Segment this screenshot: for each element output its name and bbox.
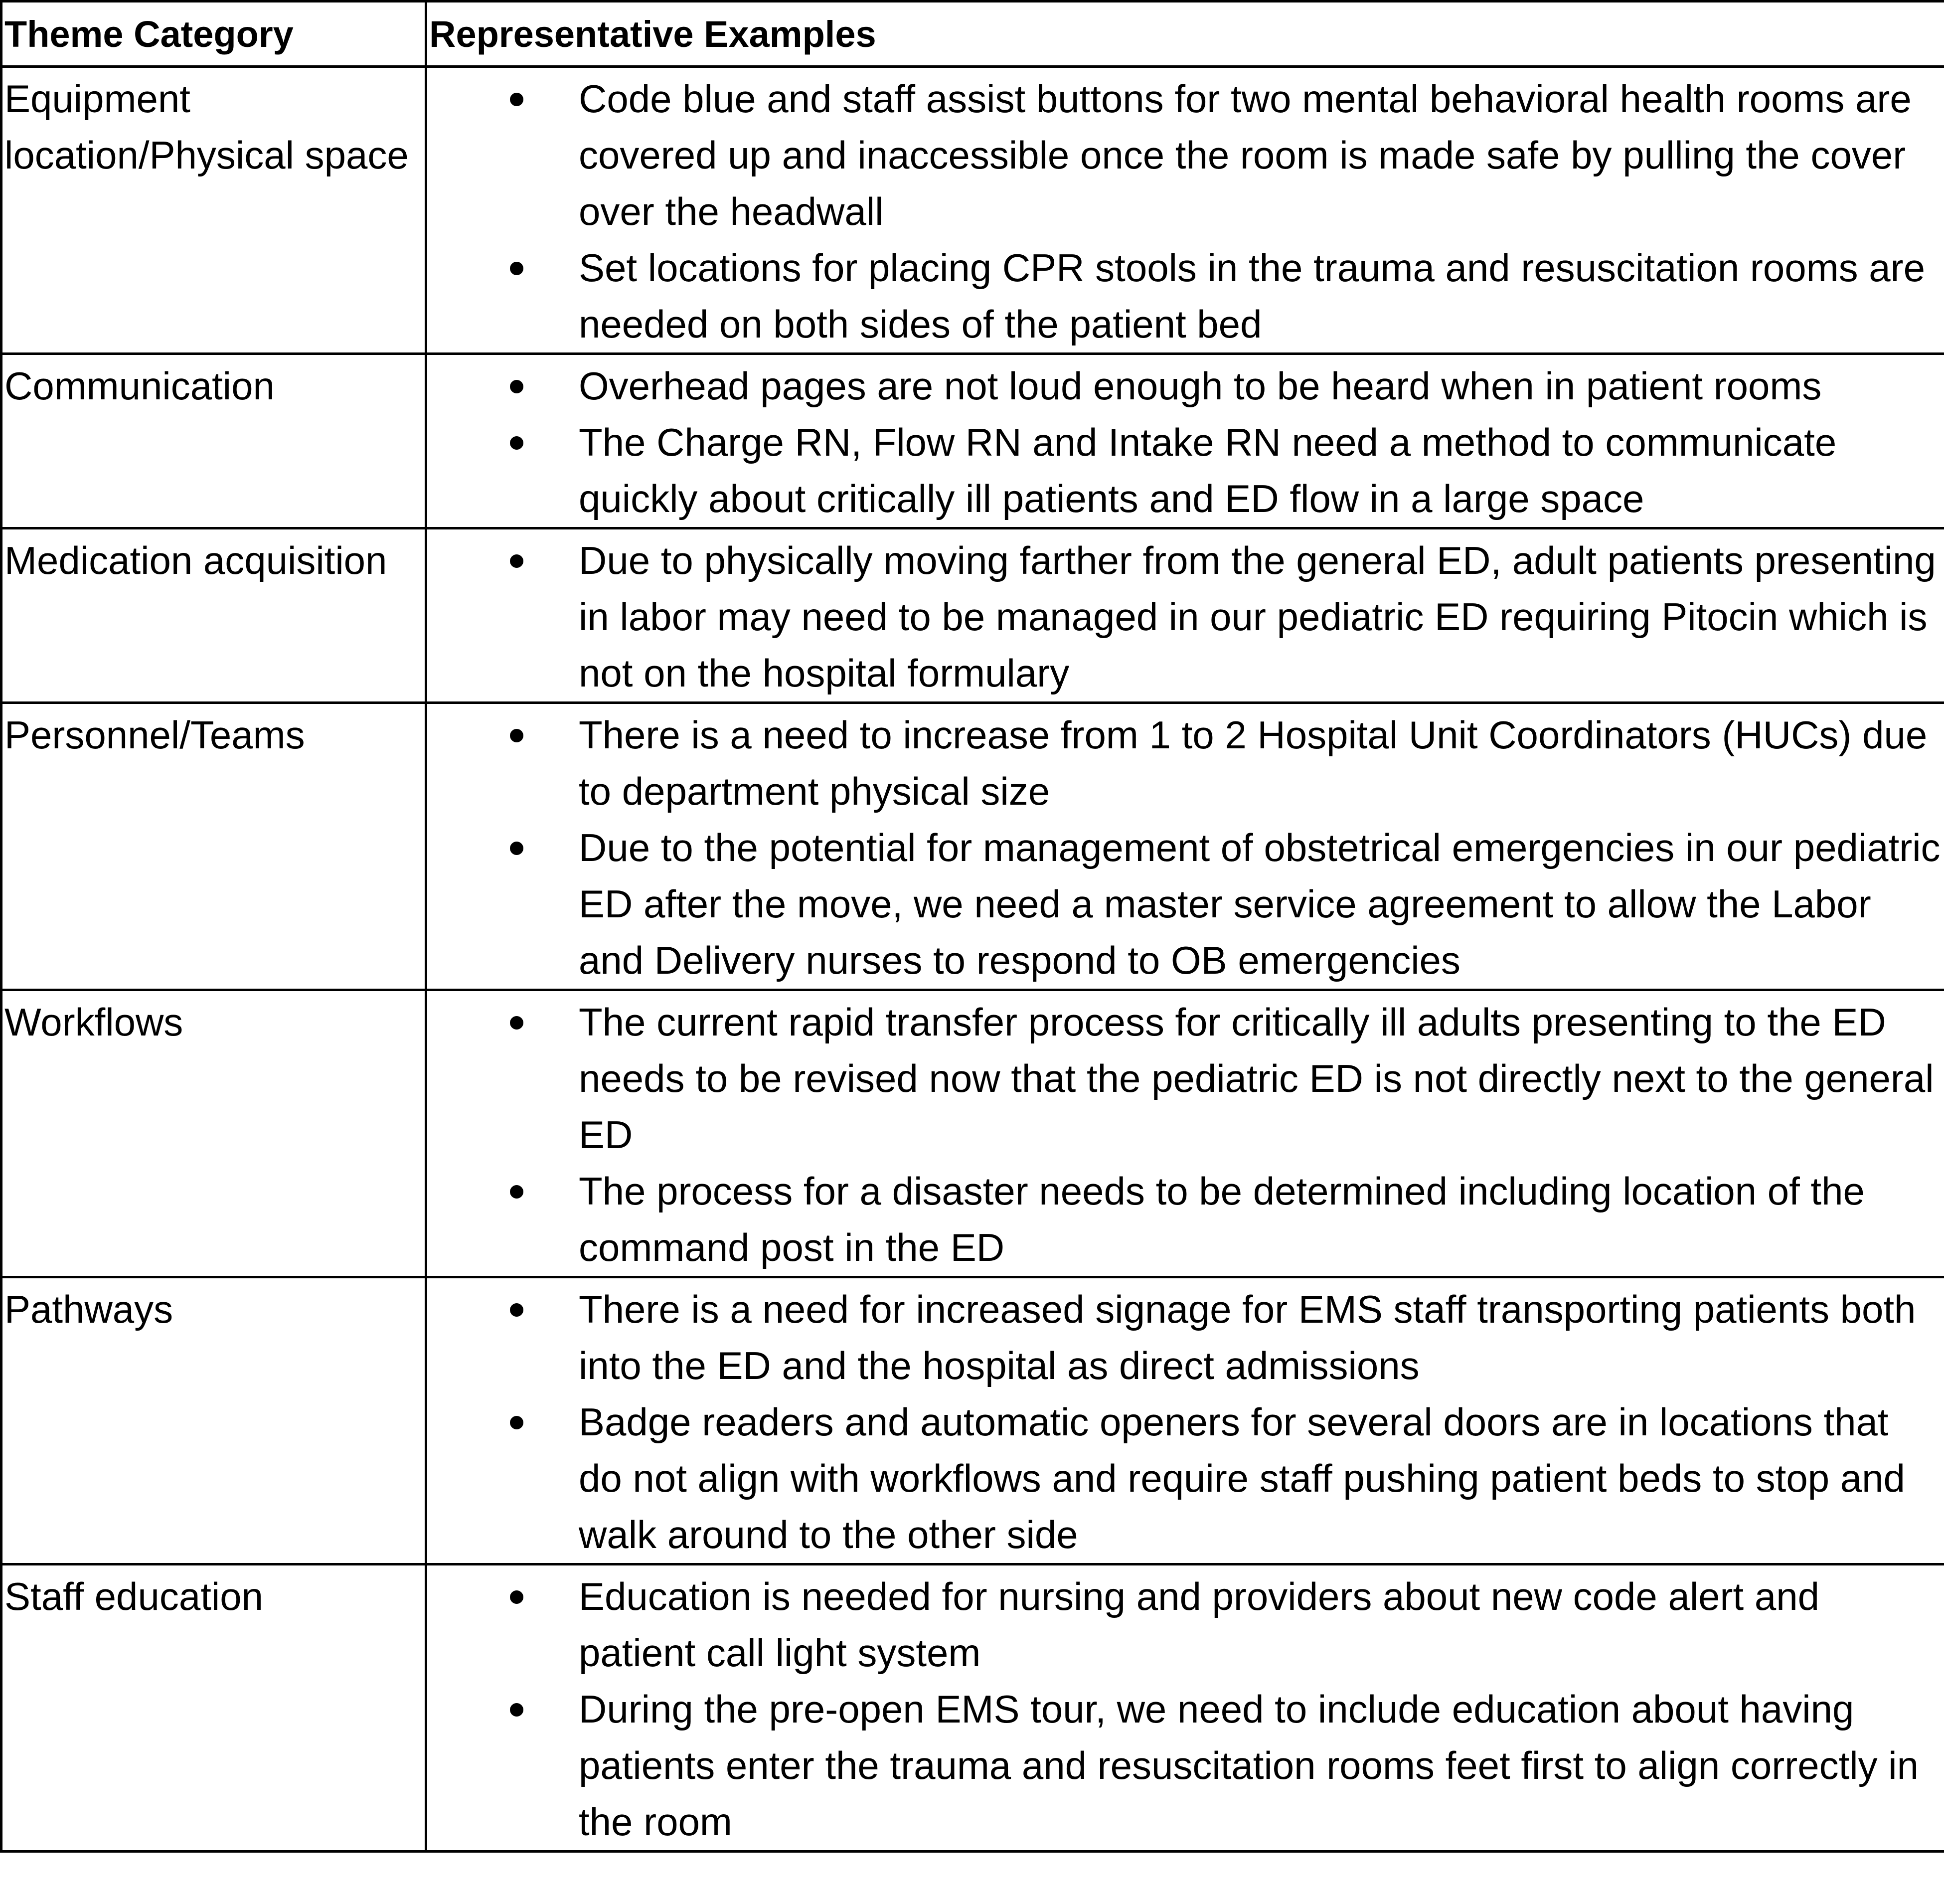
examples-list <box>429 532 1941 701</box>
list-item <box>429 1394 1941 1563</box>
theme-category-cell: Pathways <box>1 1277 426 1564</box>
examples-list <box>429 994 1941 1276</box>
examples-list <box>429 1281 1941 1563</box>
examples-list <box>429 71 1941 352</box>
bullet-icon <box>510 1303 523 1317</box>
bullet-icon <box>510 380 523 393</box>
table-row <box>1 354 1944 528</box>
table-row <box>1 528 1944 703</box>
theme-category-cell: Equipment location/Physical space <box>1 67 426 354</box>
bullet-icon <box>510 436 523 450</box>
bullet-icon <box>510 1185 523 1199</box>
table-row <box>1 67 1944 354</box>
bullet-icon <box>510 1703 523 1717</box>
list-item <box>429 532 1941 701</box>
examples-cell <box>426 1564 1944 1852</box>
list-item <box>429 414 1941 527</box>
header-theme-category: Theme Category <box>1 1 426 67</box>
example-text: There is a need to increase from 1 to 2 Hospital Unit Coordinators (HUCs) due to department physical size <box>579 713 1928 813</box>
list-item <box>429 358 1941 414</box>
theme-category-cell: Personnel/Teams <box>1 703 426 990</box>
examples-cell <box>426 1277 1944 1564</box>
example-text: Education is needed for nursing and providers about new code alert and patient call light system <box>579 1574 1819 1675</box>
examples-list <box>429 707 1941 989</box>
table-row <box>1 1564 1944 1852</box>
bullet-icon <box>510 729 523 742</box>
bullet-icon <box>510 842 523 855</box>
examples-list <box>429 1568 1941 1850</box>
example-text: The current rapid transfer process for critically ill adults presenting to the ED needs to be revised now that the pediatric ED is not directly next to the general ED <box>579 1000 1934 1157</box>
example-text: Set locations for placing CPR stools in the trauma and resuscitation rooms are needed on both sides of the patient bed <box>579 246 1925 346</box>
table-row <box>1 703 1944 990</box>
example-text: Badge readers and automatic openers for several doors are in locations that do not align with workflows and require staff pushing patient beds to stop and walk around to the other side <box>579 1400 1905 1557</box>
list-item <box>429 820 1941 989</box>
examples-cell <box>426 990 1944 1277</box>
examples-cell <box>426 67 1944 354</box>
example-text: During the pre-open EMS tour, we need to include education about having patients enter the trauma and resuscitation rooms feet first to align correctly in the room <box>579 1687 1919 1844</box>
list-item <box>429 1281 1941 1394</box>
bullet-icon <box>510 1416 523 1429</box>
list-item <box>429 71 1941 240</box>
bullet-icon <box>510 93 523 106</box>
example-text: Due to physically moving farther from the general ED, adult patients presenting in labor may need to be managed in our pediatric ED requiring Pitocin which is not on the hospital formulary <box>579 538 1936 695</box>
table-row <box>1 1277 1944 1564</box>
bullet-icon <box>510 1590 523 1604</box>
examples-list <box>429 358 1941 527</box>
header-row <box>1 1 1944 67</box>
list-item <box>429 707 1941 820</box>
list-item <box>429 240 1941 352</box>
bullet-icon <box>510 262 523 275</box>
example-text: Due to the potential for management of obstetrical emergencies in our pediatric ED after the move, we need a master service agreement to allow the Labor and Delivery nurses to respond to OB emergencies <box>579 826 1941 982</box>
table-row <box>1 990 1944 1277</box>
example-text: The Charge RN, Flow RN and Intake RN need a method to communicate quickly about critically ill patients and ED flow in a large space <box>579 420 1837 520</box>
list-item <box>429 1163 1941 1276</box>
list-item <box>429 1681 1941 1850</box>
examples-cell <box>426 354 1944 528</box>
examples-cell <box>426 528 1944 703</box>
examples-cell <box>426 703 1944 990</box>
example-text: Overhead pages are not loud enough to be heard when in patient rooms <box>579 364 1822 408</box>
example-text: The process for a disaster needs to be determined including location of the command post in the ED <box>579 1169 1865 1269</box>
list-item <box>429 994 1941 1163</box>
example-text: Code blue and staff assist buttons for two mental behavioral health rooms are covered up and inaccessible once the room is made safe by pulling the cover over the headwall <box>579 77 1912 233</box>
bullet-icon <box>510 1016 523 1030</box>
theme-category-cell: Communication <box>1 354 426 528</box>
theme-category-cell: Medication acquisition <box>1 528 426 703</box>
header-representative-examples: Representative Examples <box>426 1 1944 67</box>
bullet-icon <box>510 554 523 568</box>
example-text: There is a need for increased signage for EMS staff transporting patients both into the ED and the hospital as direct admissions <box>579 1287 1916 1387</box>
theme-category-cell: Workflows <box>1 990 426 1277</box>
theme-category-cell: Staff education <box>1 1564 426 1852</box>
list-item <box>429 1568 1941 1681</box>
